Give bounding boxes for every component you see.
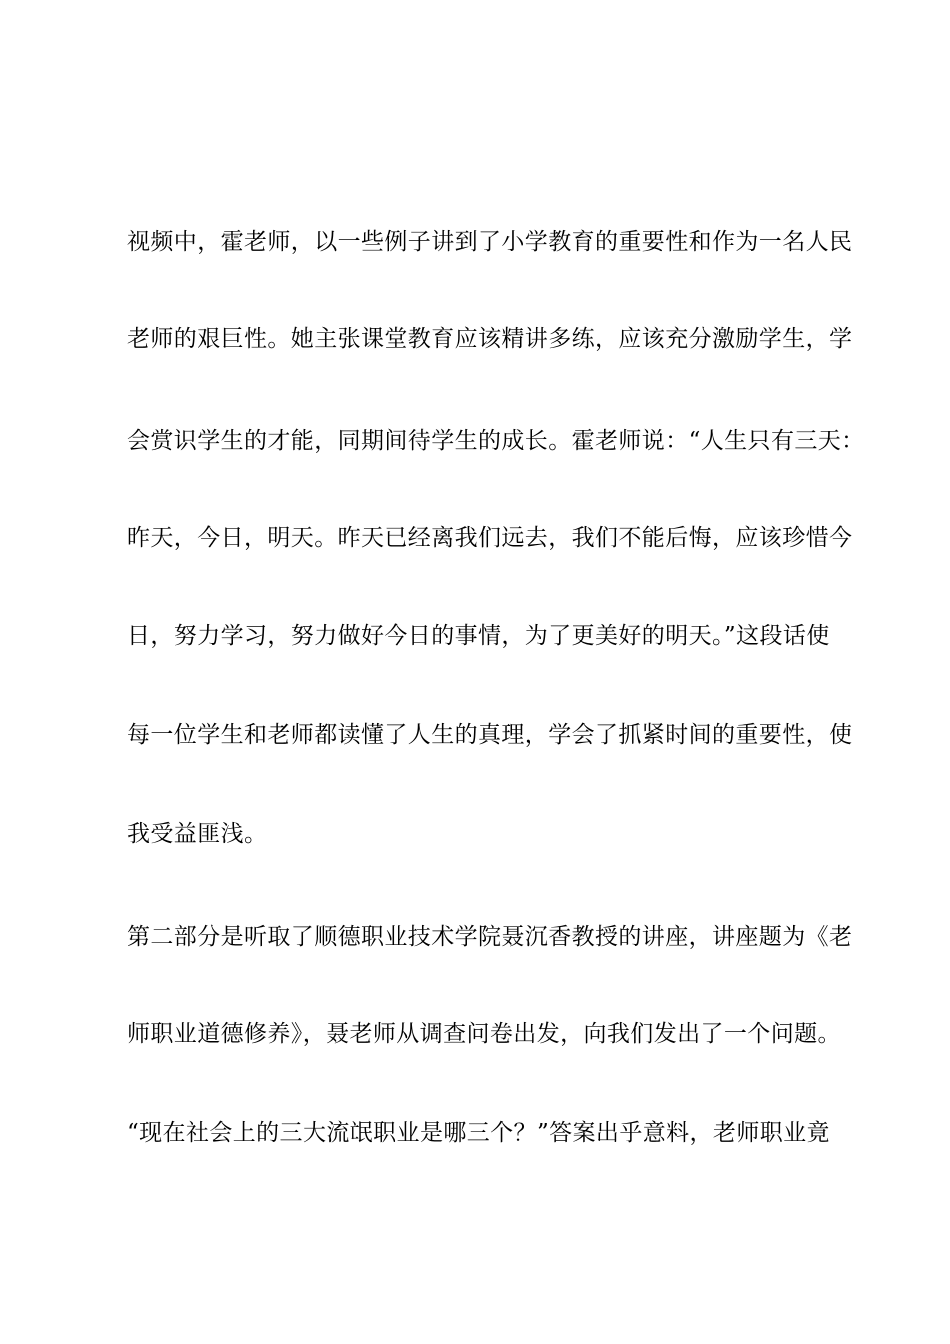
text-line-7: 我受益匪浅。: [127, 821, 268, 847]
text-line-8: 第二部分是听取了顺德职业技术学院聂沉香教授的讲座，讲座题为《老: [127, 924, 853, 950]
text-line-1: 视频中，霍老师，以一些例子讲到了小学教育的重要性和作为一名人民: [127, 229, 853, 255]
text-line-5: 日，努力学习，努力做好今日的事情，为了更美好的明天。”这段话使: [127, 623, 830, 649]
text-line-3: 会赏识学生的才能，同期间待学生的成长。霍老师说：“人生只有三天：: [127, 428, 865, 454]
text-line-6: 每一位学生和老师都读懂了人生的真理，学会了抓紧时间的重要性，使: [127, 722, 853, 748]
text-line-10: “现在社会上的三大流氓职业是哪三个？”答案出乎意料，老师职业竟: [127, 1120, 830, 1146]
text-line-4: 昨天，今日，明天。昨天已经离我们远去，我们不能后悔，应该珍惜今: [127, 525, 853, 551]
text-line-9: 师职业道德修养》，聂老师从调查问卷出发，向我们发出了一个问题。: [127, 1021, 841, 1047]
text-line-2: 老师的艰巨性。她主张课堂教育应该精讲多练，应该充分激励学生，学: [127, 326, 853, 352]
